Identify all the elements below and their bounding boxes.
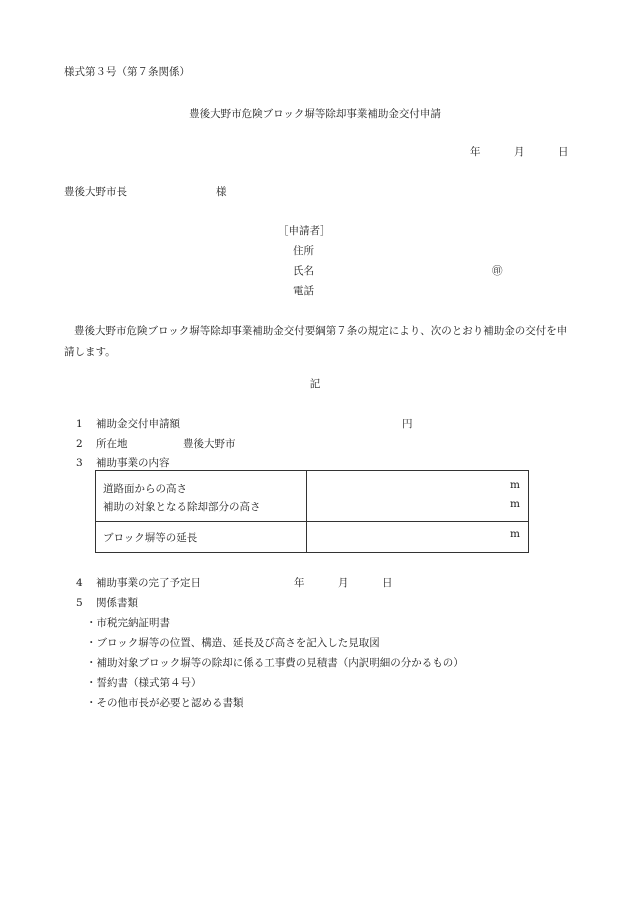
item-label: 補助事業の完了予定日 [96,577,201,589]
item-label: 補助事業の内容 [96,457,170,469]
document-list-item: ・誓約書（様式第４号） [86,677,202,689]
item-value: 円 [402,418,413,430]
unit-m: m [510,479,520,491]
applicant-phone-label: 電話 [293,285,314,297]
item-number: 4 [76,577,83,589]
item-value: 豊後大野市 [183,438,236,450]
table-row [96,522,529,553]
table-cell-value [307,471,529,522]
date-day: 日 [558,146,569,158]
unit-m: m [510,498,520,510]
table-cell-label [96,522,307,553]
unit-m: m [510,528,520,540]
item-number: 3 [76,457,83,469]
removal-height-label: 補助の対象となる除却部分の高さ [103,500,261,513]
item-number: 1 [76,418,83,430]
table-cell-value [307,522,529,553]
applicant-name-label: 氏名 [293,265,314,277]
item-label: 補助金交付申請額 [96,418,180,430]
item-label: 所在地 [96,438,128,450]
addressee [64,186,227,199]
project-content-table [95,470,529,553]
ki-heading: 記 [309,378,321,390]
table-row [96,471,529,522]
item-label: 関係書類 [96,597,138,609]
completion-day: 日 [382,577,393,589]
date-month: 月 [514,146,525,158]
seal-mark: ㊞ [492,265,503,277]
body-paragraph: 豊後大野市危険ブロック塀等除却事業補助金交付要綱第７条の規定により、次のとおり補助金の交付を申請します。 [64,325,568,358]
document-title: 豊後大野市危険ブロック塀等除却事業補助金交付申請 [189,108,441,120]
wall-length-label: ブロック塀等の延長 [103,532,198,544]
completion-year: 年 [294,577,305,589]
item-number: 5 [76,597,83,609]
completion-month: 月 [338,577,349,589]
addressee-honorific: 様 [216,186,227,198]
document-list-item: ・補助対象ブロック塀等の除却に係る工事費の見積書（内訳明細の分かるもの） [86,657,464,669]
item-number: 2 [76,438,83,450]
applicant-address-label: 住所 [293,245,314,257]
document-list-item: ・ブロック塀等の位置、構造、延長及び高さを記入した見取図 [86,637,380,649]
table-cell-label [96,471,307,522]
document-list-item: ・その他市長が必要と認める書類 [86,697,244,709]
addressee-name: 豊後大野市長 [64,186,127,198]
date-year: 年 [470,146,481,158]
height-from-road-label: 道路面からの高さ [103,483,187,495]
form-number: 様式第３号（第７条関係） [64,66,190,78]
applicant-heading: ［申請者］ [278,225,331,237]
document-list-item: ・市税完納証明書 [86,617,170,629]
